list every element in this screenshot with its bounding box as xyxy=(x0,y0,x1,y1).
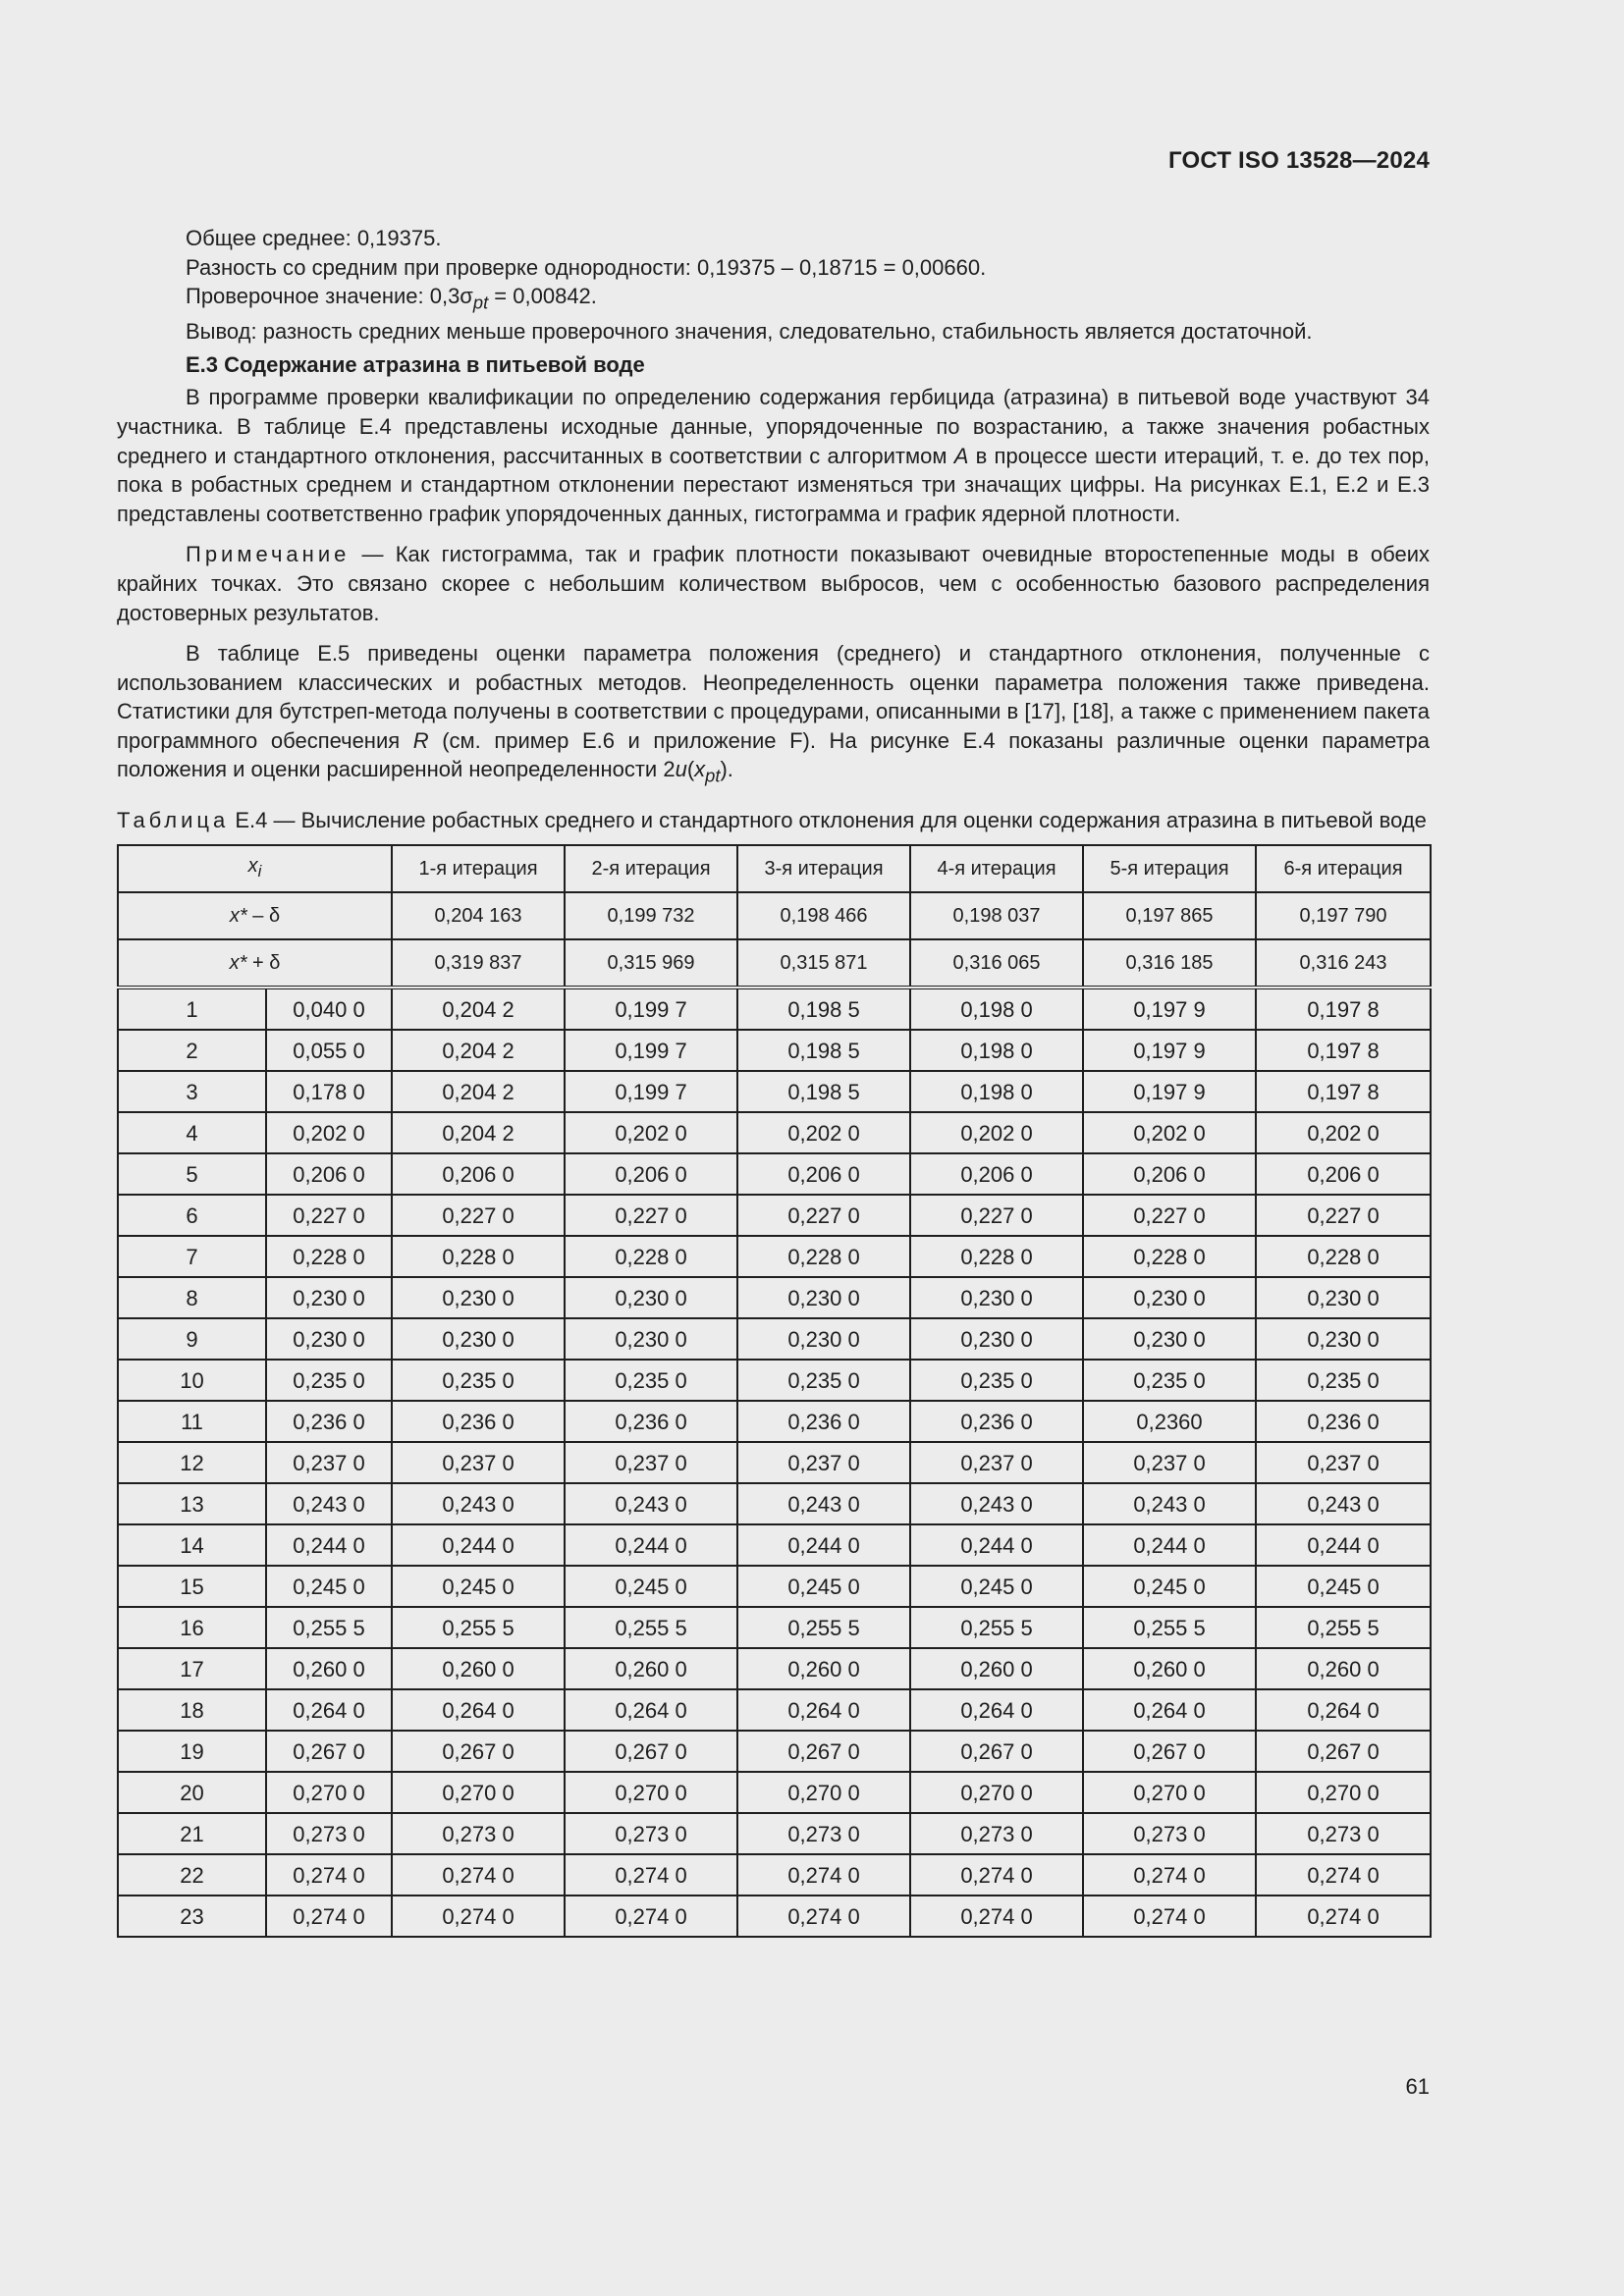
upper-bound-value: 0,319 837 xyxy=(392,939,565,988)
note-text: — Как гистограмма, так и график плотности показывают очевидные второстепенные моды в обеих крайних точках. Это связано скорее с небольшим количеством выбросов, чем с особенностью базового распределения достоверных результатов. xyxy=(117,542,1430,625)
table-row xyxy=(118,1854,1431,1896)
para2-italic-u: u xyxy=(675,757,687,782)
iteration-3-cell: 0,244 0 xyxy=(737,1524,910,1566)
iteration-3-cell: 0,245 0 xyxy=(737,1566,910,1607)
xi-value-cell: 0,260 0 xyxy=(266,1648,392,1689)
iteration-6-cell: 0,273 0 xyxy=(1256,1813,1431,1854)
table-caption-label: Таблица xyxy=(117,808,230,833)
header-iteration-1: 1-я итерация xyxy=(392,845,565,892)
page-content xyxy=(117,224,1430,1938)
iteration-4-cell: 0,273 0 xyxy=(910,1813,1083,1854)
table-row xyxy=(118,1112,1431,1153)
iteration-2-cell: 0,270 0 xyxy=(565,1772,737,1813)
iteration-6-cell: 0,230 0 xyxy=(1256,1277,1431,1318)
iteration-4-cell: 0,245 0 xyxy=(910,1566,1083,1607)
row-index-cell: 10 xyxy=(118,1360,266,1401)
iteration-1-cell: 0,206 0 xyxy=(392,1153,565,1195)
iteration-3-cell: 0,198 5 xyxy=(737,988,910,1030)
row-index-cell: 3 xyxy=(118,1071,266,1112)
iteration-5-cell: 0,230 0 xyxy=(1083,1277,1256,1318)
xi-value-cell: 0,235 0 xyxy=(266,1360,392,1401)
iteration-2-cell: 0,206 0 xyxy=(565,1153,737,1195)
iteration-2-cell: 0,243 0 xyxy=(565,1483,737,1524)
table-row xyxy=(118,1896,1431,1937)
iteration-4-cell: 0,198 0 xyxy=(910,988,1083,1030)
row-index-cell: 23 xyxy=(118,1896,266,1937)
row-index-cell: 8 xyxy=(118,1277,266,1318)
iteration-5-cell: 0,264 0 xyxy=(1083,1689,1256,1731)
iteration-2-cell: 0,237 0 xyxy=(565,1442,737,1483)
iteration-3-cell: 0,198 5 xyxy=(737,1071,910,1112)
xi-value-cell: 0,206 0 xyxy=(266,1153,392,1195)
iteration-1-cell: 0,228 0 xyxy=(392,1236,565,1277)
row-index-cell: 18 xyxy=(118,1689,266,1731)
iteration-1-cell: 0,235 0 xyxy=(392,1360,565,1401)
iteration-3-cell: 0,206 0 xyxy=(737,1153,910,1195)
iteration-6-cell: 0,235 0 xyxy=(1256,1360,1431,1401)
header-iteration-4: 4-я итерация xyxy=(910,845,1083,892)
iteration-4-cell: 0,274 0 xyxy=(910,1896,1083,1937)
para1-text-b: в процессе шести итераций, т. е. до тех пор, пока в робастных среднем и стандартном отклонении перестают изменяться три значащих цифры. На рисунках Е.1, Е.2 и Е.3 представлены соответственно график упорядоченных данных, гистограмма и график ядерной плотности. xyxy=(117,443,1430,526)
iteration-1-cell: 0,230 0 xyxy=(392,1277,565,1318)
table-row xyxy=(118,1153,1431,1195)
iteration-5-cell: 0,267 0 xyxy=(1083,1731,1256,1772)
upper-bound-value: 0,316 185 xyxy=(1083,939,1256,988)
lower-bound-row xyxy=(118,892,1431,939)
iteration-5-cell: 0,227 0 xyxy=(1083,1195,1256,1236)
xi-value-cell: 0,055 0 xyxy=(266,1030,392,1071)
mean-difference-line: Разность со средним при проверке однородности: 0,19375 – 0,18715 = 0,00660. xyxy=(186,254,987,280)
iteration-6-cell: 0,237 0 xyxy=(1256,1442,1431,1483)
iteration-6-cell: 0,243 0 xyxy=(1256,1483,1431,1524)
table-row xyxy=(118,1607,1431,1648)
iteration-1-cell: 0,270 0 xyxy=(392,1772,565,1813)
iteration-2-cell: 0,202 0 xyxy=(565,1112,737,1153)
xi-value-cell: 0,230 0 xyxy=(266,1318,392,1360)
lower-bound-value: 0,197 865 xyxy=(1083,892,1256,939)
iteration-3-cell: 0,235 0 xyxy=(737,1360,910,1401)
table-row xyxy=(118,1524,1431,1566)
para2-italic-x: x xyxy=(694,757,706,782)
iteration-5-cell: 0,2360 xyxy=(1083,1401,1256,1442)
para2-paren-close: ). xyxy=(720,757,733,782)
iteration-3-cell: 0,230 0 xyxy=(737,1318,910,1360)
xi-value-cell: 0,267 0 xyxy=(266,1731,392,1772)
iteration-2-cell: 0,199 7 xyxy=(565,1030,737,1071)
iteration-1-cell: 0,244 0 xyxy=(392,1524,565,1566)
iteration-4-cell: 0,274 0 xyxy=(910,1854,1083,1896)
xi-value-cell: 0,227 0 xyxy=(266,1195,392,1236)
iteration-2-cell: 0,230 0 xyxy=(565,1277,737,1318)
iteration-2-cell: 0,199 7 xyxy=(565,988,737,1030)
iteration-6-cell: 0,197 8 xyxy=(1256,988,1431,1030)
iteration-1-cell: 0,204 2 xyxy=(392,1112,565,1153)
lower-bound-value: 0,197 790 xyxy=(1256,892,1431,939)
iteration-1-cell: 0,204 2 xyxy=(392,1071,565,1112)
lower-bound-value: 0,204 163 xyxy=(392,892,565,939)
xi-value-cell: 0,237 0 xyxy=(266,1442,392,1483)
iteration-1-cell: 0,237 0 xyxy=(392,1442,565,1483)
iteration-2-cell: 0,235 0 xyxy=(565,1360,737,1401)
iteration-4-cell: 0,236 0 xyxy=(910,1401,1083,1442)
iteration-1-cell: 0,273 0 xyxy=(392,1813,565,1854)
iteration-2-cell: 0,274 0 xyxy=(565,1896,737,1937)
table-row xyxy=(118,1401,1431,1442)
iteration-4-cell: 0,206 0 xyxy=(910,1153,1083,1195)
iteration-6-cell: 0,267 0 xyxy=(1256,1731,1431,1772)
header-iteration-3: 3-я итерация xyxy=(737,845,910,892)
iteration-4-cell: 0,260 0 xyxy=(910,1648,1083,1689)
xi-value-cell: 0,228 0 xyxy=(266,1236,392,1277)
row-index-cell: 1 xyxy=(118,988,266,1030)
iteration-table xyxy=(117,844,1432,1938)
iteration-2-cell: 0,244 0 xyxy=(565,1524,737,1566)
xi-value-cell: 0,255 5 xyxy=(266,1607,392,1648)
para1-italic-a: A xyxy=(953,443,969,468)
iteration-6-cell: 0,197 8 xyxy=(1256,1030,1431,1071)
iteration-5-cell: 0,202 0 xyxy=(1083,1112,1256,1153)
iteration-6-cell: 0,236 0 xyxy=(1256,1401,1431,1442)
iteration-5-cell: 0,274 0 xyxy=(1083,1854,1256,1896)
upper-bound-value: 0,316 065 xyxy=(910,939,1083,988)
upper-bound-value: 0,315 969 xyxy=(565,939,737,988)
iteration-6-cell: 0,245 0 xyxy=(1256,1566,1431,1607)
upper-bound-row xyxy=(118,939,1431,988)
row-index-cell: 20 xyxy=(118,1772,266,1813)
iteration-2-cell: 0,255 5 xyxy=(565,1607,737,1648)
iteration-6-cell: 0,270 0 xyxy=(1256,1772,1431,1813)
iteration-1-cell: 0,274 0 xyxy=(392,1854,565,1896)
xi-value-cell: 0,274 0 xyxy=(266,1854,392,1896)
xi-value-cell: 0,274 0 xyxy=(266,1896,392,1937)
iteration-3-cell: 0,264 0 xyxy=(737,1689,910,1731)
row-index-cell: 5 xyxy=(118,1153,266,1195)
iteration-6-cell: 0,230 0 xyxy=(1256,1318,1431,1360)
check-value-suffix: = 0,00842. xyxy=(488,284,597,309)
iteration-1-cell: 0,236 0 xyxy=(392,1401,565,1442)
iteration-2-cell: 0,236 0 xyxy=(565,1401,737,1442)
iteration-1-cell: 0,267 0 xyxy=(392,1731,565,1772)
upper-bound-op: + δ xyxy=(246,951,281,974)
header-xi-cell xyxy=(118,845,392,892)
iteration-5-cell: 0,228 0 xyxy=(1083,1236,1256,1277)
iteration-1-cell: 0,243 0 xyxy=(392,1483,565,1524)
iteration-3-cell: 0,198 5 xyxy=(737,1030,910,1071)
row-index-cell: 17 xyxy=(118,1648,266,1689)
iteration-4-cell: 0,235 0 xyxy=(910,1360,1083,1401)
table-row xyxy=(118,1071,1431,1112)
para2-paren-open: ( xyxy=(686,757,695,782)
iteration-2-cell: 0,273 0 xyxy=(565,1813,737,1854)
overall-mean-line: Общее среднее: 0,19375. xyxy=(186,226,442,250)
row-index-cell: 6 xyxy=(118,1195,266,1236)
row-index-cell: 4 xyxy=(118,1112,266,1153)
row-index-cell: 13 xyxy=(118,1483,266,1524)
note-paragraph xyxy=(117,540,1430,627)
row-index-cell: 12 xyxy=(118,1442,266,1483)
lower-bound-x: x* xyxy=(229,904,247,927)
iteration-4-cell: 0,270 0 xyxy=(910,1772,1083,1813)
iteration-5-cell: 0,230 0 xyxy=(1083,1318,1256,1360)
table-row xyxy=(118,1648,1431,1689)
iteration-1-cell: 0,260 0 xyxy=(392,1648,565,1689)
iteration-2-cell: 0,227 0 xyxy=(565,1195,737,1236)
table-row xyxy=(118,1277,1431,1318)
iteration-1-cell: 0,204 2 xyxy=(392,1030,565,1071)
iteration-1-cell: 0,204 2 xyxy=(392,988,565,1030)
para2-subscript: pt xyxy=(705,765,721,786)
para1-text-a: В программе проверки квалификации по определению содержания гербицида (атразина) в питьевой воде участвуют 34 участника. В таблице Е.4 представлены исходные данные, упорядоченные по возрастанию, а также значения робастных среднего и стандартного отклонения, рассчитанных в соответствии с алгоритмом xyxy=(117,385,1430,468)
iteration-6-cell: 0,274 0 xyxy=(1256,1854,1431,1896)
note-label: Примечание xyxy=(186,542,351,567)
iteration-4-cell: 0,243 0 xyxy=(910,1483,1083,1524)
iteration-3-cell: 0,237 0 xyxy=(737,1442,910,1483)
iteration-4-cell: 0,255 5 xyxy=(910,1607,1083,1648)
iteration-1-cell: 0,264 0 xyxy=(392,1689,565,1731)
iteration-5-cell: 0,260 0 xyxy=(1083,1648,1256,1689)
iteration-3-cell: 0,230 0 xyxy=(737,1277,910,1318)
table-row xyxy=(118,1483,1431,1524)
xi-value-cell: 0,040 0 xyxy=(266,988,392,1030)
row-index-cell: 22 xyxy=(118,1854,266,1896)
row-index-cell: 19 xyxy=(118,1731,266,1772)
xi-value-cell: 0,236 0 xyxy=(266,1401,392,1442)
para2-text-a: В таблице Е.5 приведены оценки параметра положения (среднего) и стандартного отклонения, полученные с использованием классических и робастных методов. Неопределенность оценки параметра положения также приведена. Статистики для бутстреп-метода получены в соответствии с процедурами, описанными в [17], [18], а также с применением пакета программного обеспечения xyxy=(117,641,1430,753)
header-xi-sub: i xyxy=(257,862,262,881)
table-row xyxy=(118,1731,1431,1772)
xi-value-cell: 0,273 0 xyxy=(266,1813,392,1854)
check-value-line xyxy=(117,282,1430,317)
iteration-5-cell: 0,255 5 xyxy=(1083,1607,1256,1648)
conclusion-line: Вывод: разность средних меньше проверочного значения, следовательно, стабильность является достаточной. xyxy=(186,319,1313,345)
iteration-3-cell: 0,228 0 xyxy=(737,1236,910,1277)
iteration-2-cell: 0,274 0 xyxy=(565,1854,737,1896)
iteration-5-cell: 0,243 0 xyxy=(1083,1483,1256,1524)
iteration-3-cell: 0,274 0 xyxy=(737,1896,910,1937)
table-caption-text: Е.4 — Вычисление робастных среднего и стандартного отклонения для оценки содержания атразина в питьевой воде xyxy=(229,808,1427,833)
iteration-4-cell: 0,198 0 xyxy=(910,1030,1083,1071)
iteration-5-cell: 0,235 0 xyxy=(1083,1360,1256,1401)
para2-text-b: (см. пример Е.6 и приложение F). На рисунке Е.4 показаны различные оценки параметра положения и оценки расширенной неопределенности 2 xyxy=(117,727,1430,782)
iteration-5-cell: 0,270 0 xyxy=(1083,1772,1256,1813)
iteration-4-cell: 0,237 0 xyxy=(910,1442,1083,1483)
table-header-row xyxy=(118,845,1431,892)
iteration-4-cell: 0,228 0 xyxy=(910,1236,1083,1277)
iteration-5-cell: 0,197 9 xyxy=(1083,1030,1256,1071)
row-index-cell: 7 xyxy=(118,1236,266,1277)
iteration-1-cell: 0,245 0 xyxy=(392,1566,565,1607)
iteration-6-cell: 0,228 0 xyxy=(1256,1236,1431,1277)
iteration-5-cell: 0,206 0 xyxy=(1083,1153,1256,1195)
xi-value-cell: 0,244 0 xyxy=(266,1524,392,1566)
document-id-header: ГОСТ ISO 13528—2024 xyxy=(1168,147,1430,174)
iteration-4-cell: 0,198 0 xyxy=(910,1071,1083,1112)
header-xi-main: x xyxy=(247,855,258,878)
iteration-3-cell: 0,270 0 xyxy=(737,1772,910,1813)
table-row xyxy=(118,1689,1431,1731)
iteration-1-cell: 0,255 5 xyxy=(392,1607,565,1648)
iteration-6-cell: 0,227 0 xyxy=(1256,1195,1431,1236)
iteration-3-cell: 0,202 0 xyxy=(737,1112,910,1153)
para2-italic-r: R xyxy=(412,727,429,753)
row-index-cell: 14 xyxy=(118,1524,266,1566)
iteration-2-cell: 0,230 0 xyxy=(565,1318,737,1360)
page-number: 61 xyxy=(1405,2074,1430,2099)
table-row xyxy=(118,1360,1431,1401)
table-row xyxy=(118,1195,1431,1236)
iteration-5-cell: 0,274 0 xyxy=(1083,1896,1256,1937)
lower-bound-label xyxy=(118,892,392,939)
row-index-cell: 11 xyxy=(118,1401,266,1442)
upper-bound-value: 0,315 871 xyxy=(737,939,910,988)
row-index-cell: 21 xyxy=(118,1813,266,1854)
table-row xyxy=(118,1442,1431,1483)
iteration-4-cell: 0,227 0 xyxy=(910,1195,1083,1236)
row-index-cell: 2 xyxy=(118,1030,266,1071)
iteration-4-cell: 0,202 0 xyxy=(910,1112,1083,1153)
table-body xyxy=(118,845,1431,1937)
xi-value-cell: 0,245 0 xyxy=(266,1566,392,1607)
iteration-6-cell: 0,274 0 xyxy=(1256,1896,1431,1937)
iteration-5-cell: 0,237 0 xyxy=(1083,1442,1256,1483)
table-row xyxy=(118,988,1431,1030)
iteration-3-cell: 0,273 0 xyxy=(737,1813,910,1854)
xi-value-cell: 0,270 0 xyxy=(266,1772,392,1813)
iteration-2-cell: 0,267 0 xyxy=(565,1731,737,1772)
iteration-2-cell: 0,260 0 xyxy=(565,1648,737,1689)
iteration-1-cell: 0,230 0 xyxy=(392,1318,565,1360)
iteration-5-cell: 0,197 9 xyxy=(1083,1071,1256,1112)
iteration-6-cell: 0,206 0 xyxy=(1256,1153,1431,1195)
iteration-3-cell: 0,236 0 xyxy=(737,1401,910,1442)
iteration-1-cell: 0,227 0 xyxy=(392,1195,565,1236)
table-caption xyxy=(117,806,1430,834)
iteration-5-cell: 0,197 9 xyxy=(1083,988,1256,1030)
table-row xyxy=(118,1318,1431,1360)
iteration-2-cell: 0,245 0 xyxy=(565,1566,737,1607)
iteration-4-cell: 0,264 0 xyxy=(910,1689,1083,1731)
table-row xyxy=(118,1772,1431,1813)
iteration-4-cell: 0,267 0 xyxy=(910,1731,1083,1772)
check-value-prefix: Проверочное значение: 0,3σ xyxy=(186,284,473,309)
iteration-6-cell: 0,197 8 xyxy=(1256,1071,1431,1112)
xi-value-cell: 0,243 0 xyxy=(266,1483,392,1524)
iteration-2-cell: 0,199 7 xyxy=(565,1071,737,1112)
table-row xyxy=(118,1566,1431,1607)
xi-value-cell: 0,230 0 xyxy=(266,1277,392,1318)
upper-bound-value: 0,316 243 xyxy=(1256,939,1431,988)
iteration-5-cell: 0,244 0 xyxy=(1083,1524,1256,1566)
xi-value-cell: 0,178 0 xyxy=(266,1071,392,1112)
iteration-6-cell: 0,264 0 xyxy=(1256,1689,1431,1731)
iteration-4-cell: 0,230 0 xyxy=(910,1277,1083,1318)
iteration-6-cell: 0,244 0 xyxy=(1256,1524,1431,1566)
table-row xyxy=(118,1236,1431,1277)
iteration-2-cell: 0,264 0 xyxy=(565,1689,737,1731)
iteration-4-cell: 0,230 0 xyxy=(910,1318,1083,1360)
iteration-3-cell: 0,227 0 xyxy=(737,1195,910,1236)
iteration-6-cell: 0,202 0 xyxy=(1256,1112,1431,1153)
iteration-4-cell: 0,244 0 xyxy=(910,1524,1083,1566)
upper-bound-label xyxy=(118,939,392,988)
iteration-6-cell: 0,255 5 xyxy=(1256,1607,1431,1648)
table-row xyxy=(118,1813,1431,1854)
upper-bound-x: x* xyxy=(229,951,247,974)
iteration-1-cell: 0,274 0 xyxy=(392,1896,565,1937)
xi-value-cell: 0,264 0 xyxy=(266,1689,392,1731)
row-index-cell: 9 xyxy=(118,1318,266,1360)
paragraph-table-e5 xyxy=(117,639,1430,790)
iteration-3-cell: 0,267 0 xyxy=(737,1731,910,1772)
paragraph-atrazine-program xyxy=(117,383,1430,528)
iteration-3-cell: 0,243 0 xyxy=(737,1483,910,1524)
table-row xyxy=(118,1030,1431,1071)
lower-bound-value: 0,199 732 xyxy=(565,892,737,939)
header-iteration-5: 5-я итерация xyxy=(1083,845,1256,892)
iteration-2-cell: 0,228 0 xyxy=(565,1236,737,1277)
iteration-3-cell: 0,255 5 xyxy=(737,1607,910,1648)
header-iteration-2: 2-я итерация xyxy=(565,845,737,892)
row-index-cell: 15 xyxy=(118,1566,266,1607)
lower-bound-value: 0,198 037 xyxy=(910,892,1083,939)
lower-bound-op: – δ xyxy=(246,904,281,927)
iteration-3-cell: 0,260 0 xyxy=(737,1648,910,1689)
iteration-3-cell: 0,274 0 xyxy=(737,1854,910,1896)
lower-bound-value: 0,198 466 xyxy=(737,892,910,939)
iteration-5-cell: 0,273 0 xyxy=(1083,1813,1256,1854)
header-iteration-6: 6-я итерация xyxy=(1256,845,1431,892)
section-title: Е.3 Содержание атразина в питьевой воде xyxy=(186,351,645,377)
check-value-subscript: pt xyxy=(472,292,489,313)
iteration-6-cell: 0,260 0 xyxy=(1256,1648,1431,1689)
iteration-5-cell: 0,245 0 xyxy=(1083,1566,1256,1607)
xi-value-cell: 0,202 0 xyxy=(266,1112,392,1153)
row-index-cell: 16 xyxy=(118,1607,266,1648)
